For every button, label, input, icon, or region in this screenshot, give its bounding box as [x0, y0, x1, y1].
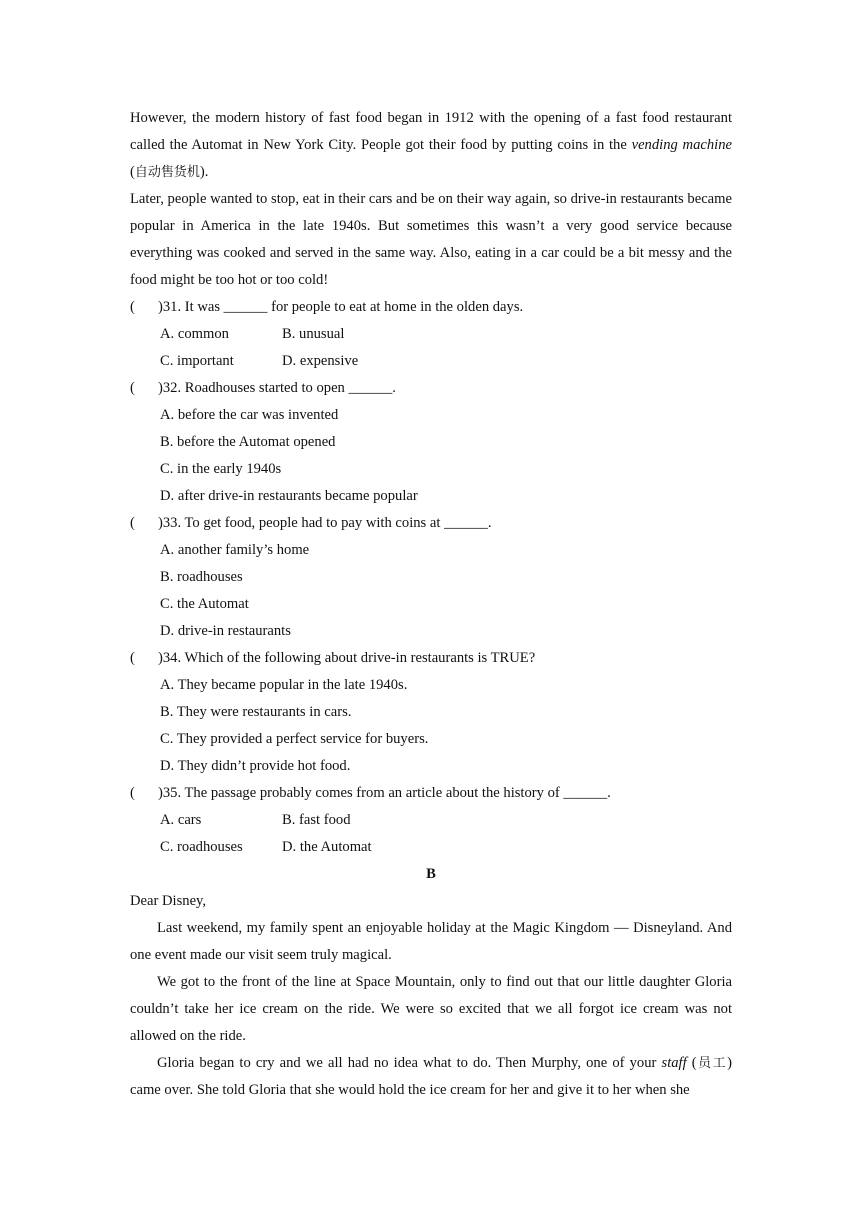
option-b: B. They were restaurants in cars.: [160, 704, 352, 720]
gloss-open: (: [686, 1055, 697, 1071]
letter-paragraph-3: [130, 1050, 732, 1104]
option-a: A. common: [160, 326, 229, 342]
answer-blank: (: [130, 515, 135, 531]
option-a: A. before the car was invented: [160, 407, 339, 423]
option-c: C. in the early 1940s: [160, 461, 282, 477]
letter-paragraph-1: Last weekend, my family spent an enjoyable holiday at the Magic Kingdom — Disneyland. And one event made our visit seem truly magical.: [130, 920, 732, 963]
question-33: [130, 510, 732, 537]
gloss-close: ): [727, 1055, 732, 1071]
letter-salutation: Dear Disney,: [130, 893, 207, 909]
option-d: D. expensive: [282, 353, 359, 369]
option-a: A. They became popular in the late 1940s.: [160, 677, 408, 693]
question-stem: )35. The passage probably comes from an article about the history of ______.: [158, 785, 611, 801]
gloss-close: ).: [199, 164, 209, 180]
answer-blank: (: [130, 650, 135, 666]
vocab-term: vending machine: [631, 137, 732, 153]
chinese-gloss: 员工: [696, 1056, 728, 1071]
section-b-title: B: [426, 866, 436, 882]
question-35: [130, 780, 732, 807]
option-c: C. roadhouses: [160, 839, 243, 855]
option-row: [130, 834, 732, 861]
paragraph-text: came over. She told Gloria that she would hold the ice cream for her and give it to her when she: [130, 1082, 690, 1098]
option-b: B. fast food: [282, 812, 351, 828]
option-b: B. before the Automat opened: [160, 434, 336, 450]
letter-paragraph-2: We got to the front of the line at Space Mountain, only to find out that our little daughter Gloria couldn’t take her ice cream on the ride. We were so excited that we all forgot ice cream was not allowed on the ride.: [130, 974, 732, 1044]
answer-blank: (: [130, 299, 135, 315]
option-row: [130, 348, 732, 375]
option-a: A. cars: [160, 812, 202, 828]
question-stem: )33. To get food, people had to pay with coins at ______.: [158, 515, 492, 531]
option-b: B. unusual: [282, 326, 345, 342]
option-row: [130, 807, 732, 834]
option-d: D. They didn’t provide hot food.: [160, 758, 351, 774]
option-c: C. the Automat: [160, 596, 249, 612]
question-stem: )31. It was ______ for people to eat at home in the olden days.: [158, 299, 524, 315]
passage-a-paragraph-1: [130, 105, 732, 186]
option-a: A. another family’s home: [160, 542, 310, 558]
question-stem: )34. Which of the following about drive-in restaurants is TRUE?: [158, 650, 536, 666]
question-stem: )32. Roadhouses started to open ______.: [158, 380, 396, 396]
option-c: C. They provided a perfect service for buyers.: [160, 731, 429, 747]
answer-blank: (: [130, 380, 135, 396]
option-row: [130, 321, 732, 348]
question-34: [130, 645, 732, 672]
question-31: [130, 294, 732, 321]
document-page: [130, 105, 732, 1104]
gloss-open: (: [130, 164, 135, 180]
option-d: D. the Automat: [282, 839, 372, 855]
option-d: D. drive-in restaurants: [160, 623, 291, 639]
option-d: D. after drive-in restaurants became popular: [160, 488, 418, 504]
question-32: [130, 375, 732, 402]
paragraph-text: However, the modern history of fast food began in 1912 with the opening of a fast food restaurant called the Automat in New York City. People got their food by putting coins in the: [130, 110, 732, 153]
option-b: B. roadhouses: [160, 569, 243, 585]
vocab-term: staff: [661, 1055, 687, 1071]
option-c: C. important: [160, 353, 234, 369]
paragraph-text: Gloria began to cry and we all had no idea what to do. Then Murphy, one of your: [157, 1055, 662, 1071]
passage-a-paragraph-2: Later, people wanted to stop, eat in their cars and be on their way again, so drive-in restaurants became popular in America in the late 1940s. But sometimes this wasn’t a very good service because everything was cooked and served in the same way. Also, eating in a car could be a bit messy and the food might be too hot or too cold!: [130, 191, 732, 288]
chinese-gloss: 自动售货机: [134, 165, 200, 180]
answer-blank: (: [130, 785, 135, 801]
